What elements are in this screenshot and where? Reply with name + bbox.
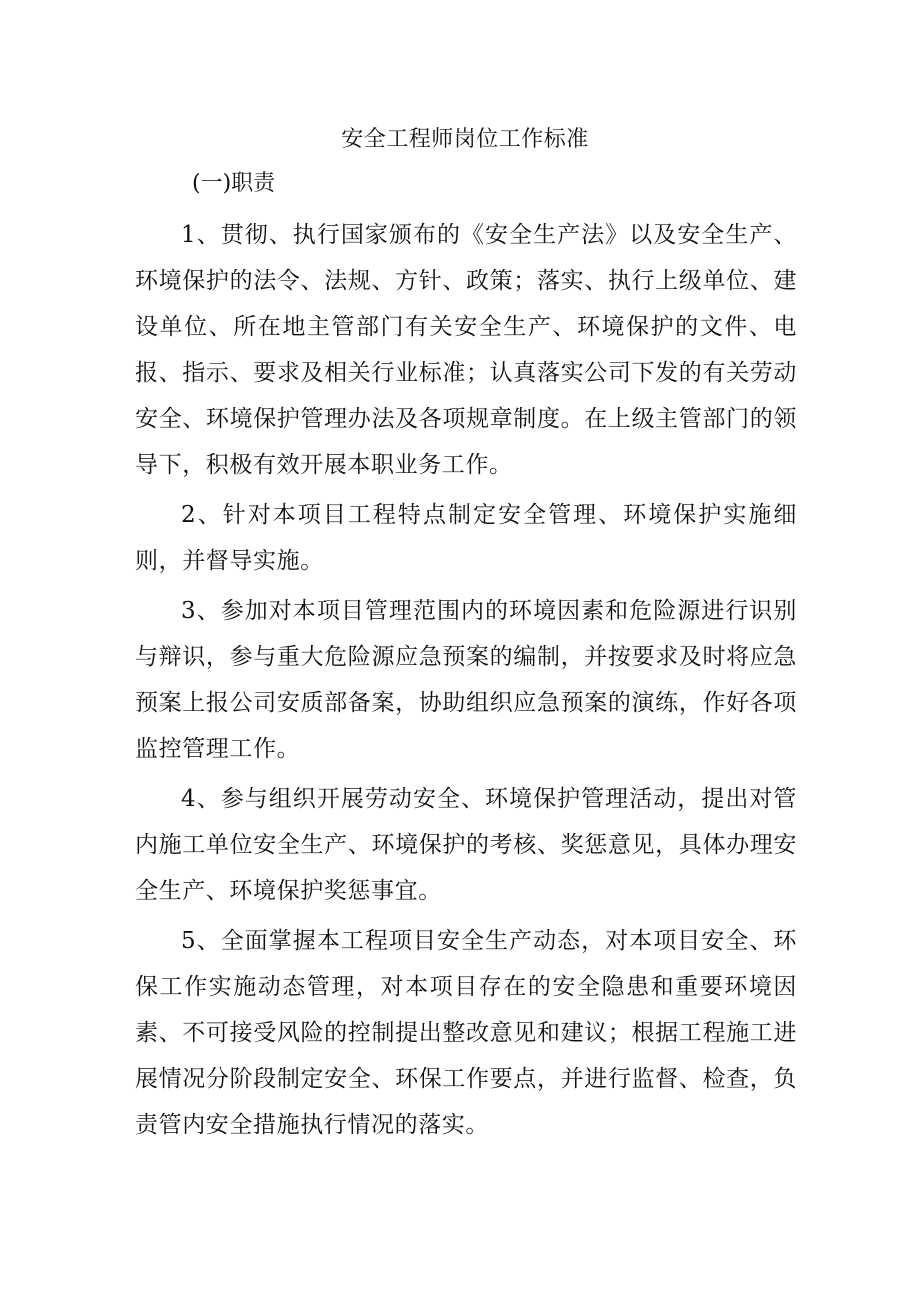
section-heading: (一)职责 [192,171,276,196]
paragraph-1: 1、贯彻、执行国家颁布的《安全生产法》以及安全生产、环境保护的法令、法规、方针、政策；落实、执行上级单位、建设单位、所在地主管部门有关安全生产、环境保护的文件、电报、指示、要求及相关行业标准；认真落实公司下发的有关劳动安全、环境保护管理办法及各项规章制度。在上级主管部门的领导下，积极有效开展本职业务工作。 [135,222,797,478]
paragraph-5: 5、全面掌握本工程项目安全生产动态，对本项目安全、环保工作实施动态管理，对本项目存在的安全隐患和重要环境因素、不可接受风险的控制提出整改意见和建议；根据工程施工进展情况分阶段制定安全、环保工作要点，并进行监督、检查，负责管内安全措施执行情况的落实。 [135,928,797,1138]
document-body [135,212,797,1152]
paragraph-3: 3、参加对本项目管理范围内的环境因素和危险源进行识别与辩识，参与重大危险源应急预案的编制，并按要求及时将应急预案上报公司安质部备案，协助组织应急预案的演练，作好各项监控管理工作。 [135,598,797,762]
paragraph-2: 2、针对本项目工程特点制定安全管理、环境保护实施细则，并督导实施。 [135,502,797,574]
document-title: 安全工程师岗位工作标准 [341,127,589,152]
paragraph-4: 4、参与组织开展劳动安全、环境保护管理活动，提出对管内施工单位安全生产、环境保护的考核、奖惩意见，具体办理安全生产、环境保护奖惩事宜。 [135,786,797,904]
